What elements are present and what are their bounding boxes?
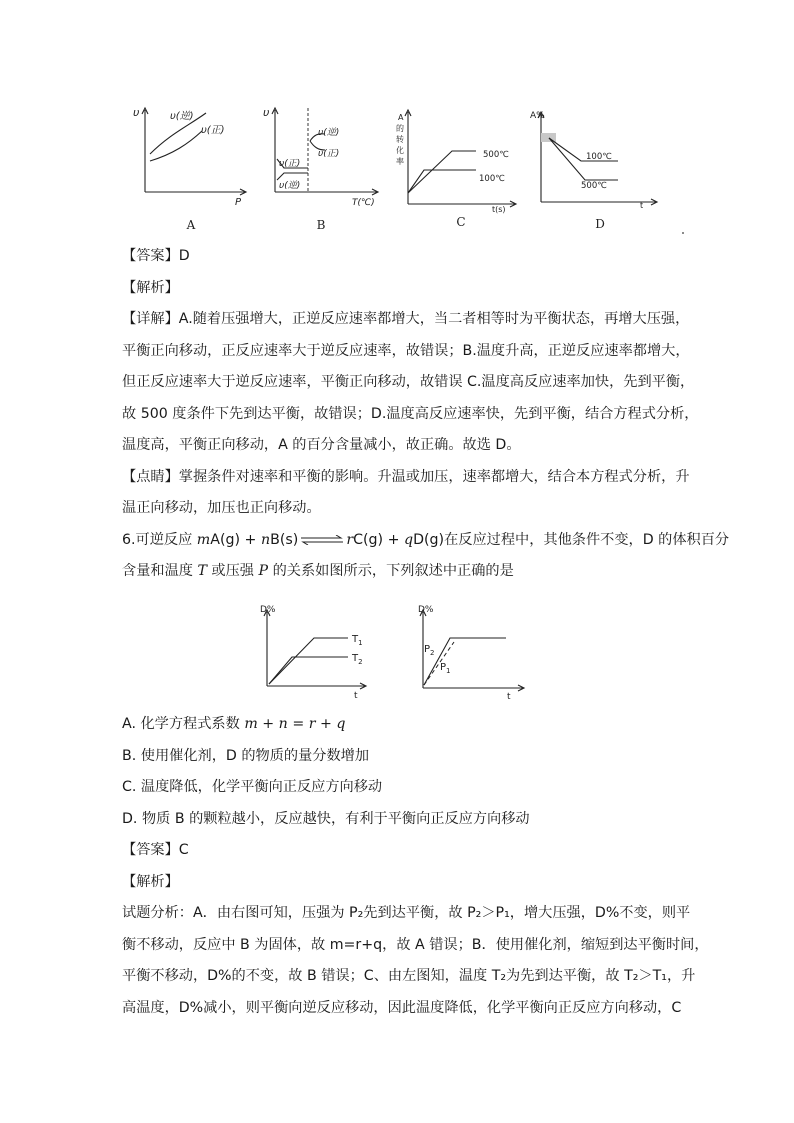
fig-d-x-axis: t [640,201,644,210]
analysis-line-2: 衡不移动，反应中 B 为固体，故 m=r+q，故 A 错误；B．使用催化剂，缩短到达平衡时间， [122,936,709,953]
figure-a [128,104,253,234]
answer-1: 【答案】D [122,248,190,264]
dianjing-line-1: 【点睛】掌握条件对速率和平衡的影响。升温或加压，速率都增大，结合本方程式分析，升 [122,468,690,485]
figure-q6-left [254,604,374,700]
figure-q6-right-graph [410,604,530,700]
detail-line-2: 平衡正向移动，正反应速率大于逆反应速率，故错误；B.温度升高，正逆反应速率都增大， [122,342,690,359]
answer-block-1 [122,241,730,588]
fig-c-line-500 [408,151,476,193]
fig-a-x-axis: P [235,197,242,208]
option-b: B. 使用催化剂，D 的物质的量分数增加 [122,747,370,764]
fig-c-label-100: 100℃ [479,174,505,184]
option-c: C. 温度降低，化学平衡向正反应方向移动 [122,779,383,795]
detail-line-1: 【详解】A.随着压强增大，正逆反应速率都增大，当二者相等时为平衡状态，再增大压强， [122,311,690,327]
fig-b-left-reverse: υ(逆) [279,181,301,191]
figure-d [527,104,667,234]
equilibrium-arrow-icon [300,535,344,545]
detail-line-5: 温度高，平衡正向移动，A 的百分含量减小，故正确。故选 D。 [122,437,521,453]
fig-q6-line-p2 [424,638,506,685]
analysis-line-3: 平衡不移动，D%的不变，故 B 错误；C、由左图知，温度 T₂为先到达平衡，故 T₂＞T₁，升 [122,968,696,984]
fig-a-y-axis: υ [133,106,140,119]
detail-line-3: 但正反应速率大于逆反应速率，平衡正向移动，故错误 C.温度高反应速率加快，先到平衡， [122,374,695,390]
fig-b-right-forward: υ(正) [318,149,340,159]
fig-d-label-500: 500℃ [581,181,607,191]
answer-2: 【答案】C [122,842,189,858]
fig-a-label-reverse: υ(逆) [170,111,194,122]
fig-b-left-forward: υ(正) [279,159,301,169]
fig-q6-right-x-axis: t [507,692,511,700]
figure-q6-left-graph [254,604,374,700]
fig-q6-left-y-axis: D% [260,605,276,615]
fig-b-y-axis: υ [263,106,270,119]
option-a: A. 化学方程式系数 m + n = r + q [122,716,346,732]
fig-b-right-reverse: υ(逆) [318,128,340,138]
fig-q6-line-t2 [269,657,348,684]
fig-c-caption: C [456,215,466,229]
fig-b-x-axis: T(℃) [352,198,375,208]
figure-c-graph [394,104,524,234]
fig-a-forward-curve [150,131,202,161]
fig-d-start-marker [541,133,556,142]
analysis-heading-2: 【解析】 [122,873,179,890]
fig-q6-right-y-axis: D% [418,605,434,615]
fig-q6-label-t2: $T_2$ [352,653,363,666]
fig-c-y-axis-char-2: 的 [396,124,404,133]
figure-b [258,104,383,234]
fig-q6-label-t1: $T_1$ [352,634,363,647]
fig-b-caption: B [316,218,326,232]
fig-d-label-100: 100℃ [586,152,612,162]
fig-q6-label-p2: $P_2$ [424,644,435,657]
fig-d-y-axis: A% [530,111,545,121]
fig-c-line-100 [408,170,476,193]
fig-c-x-axis: t(s) [492,205,506,214]
fig-a-caption: A [186,218,196,232]
figure-a-graph [128,104,253,234]
analysis-line-4: 高温度，D%减小，则平衡向逆反应移动，因此温度降低，化学平衡向正反应方向移动，C [122,999,682,1016]
figure-b-graph [258,104,383,234]
fig-q6-label-p1: $P_1$ [440,662,451,675]
fig-c-y-axis-char-5: 率 [396,157,404,166]
figure-c [394,104,524,234]
stray-dot [682,232,684,234]
fig-c-y-axis-char-1: A [398,113,404,122]
figure-d-graph [527,104,667,234]
analysis-line-1: 试题分析：A．由右图可知，压强为 P₂先到达平衡，故 P₂＞P₁，增大压强，D%不变，则平 [122,905,691,921]
option-d: D. 物质 B 的颗粒越小，反应越快，有利于平衡向正反应方向移动 [122,810,530,827]
answer-block-2 [122,709,709,1024]
figure-q6-right [410,604,530,700]
fig-c-y-axis-char-3: 转 [396,135,404,144]
fig-q6-left-x-axis: t [354,691,358,700]
detail-line-4: 故 500 度条件下先到达平衡，故错误；D.温度高反应速率快，先到平衡，结合方程式分析， [122,405,699,422]
dianjing-line-2: 温正向移动，加压也正向移动。 [122,500,321,516]
fig-a-label-forward: υ(正) [201,125,225,136]
fig-q6-line-t1 [269,638,348,684]
fig-c-y-axis-char-4: 化 [396,146,404,155]
question-6-line-2: 含量和温度 T 或压强 P 的关系如图所示，下列叙述中正确的是 [122,563,514,579]
analysis-heading-1: 【解析】 [122,279,179,296]
fig-d-caption: D [595,217,605,231]
question-6-line-1: 6.可逆反应 mA(g) + nB(s) rC(g) + qD(g)在反应过程中，其他条件不变，D 的体积百分 [122,531,730,548]
fig-c-label-500: 500℃ [483,150,509,160]
